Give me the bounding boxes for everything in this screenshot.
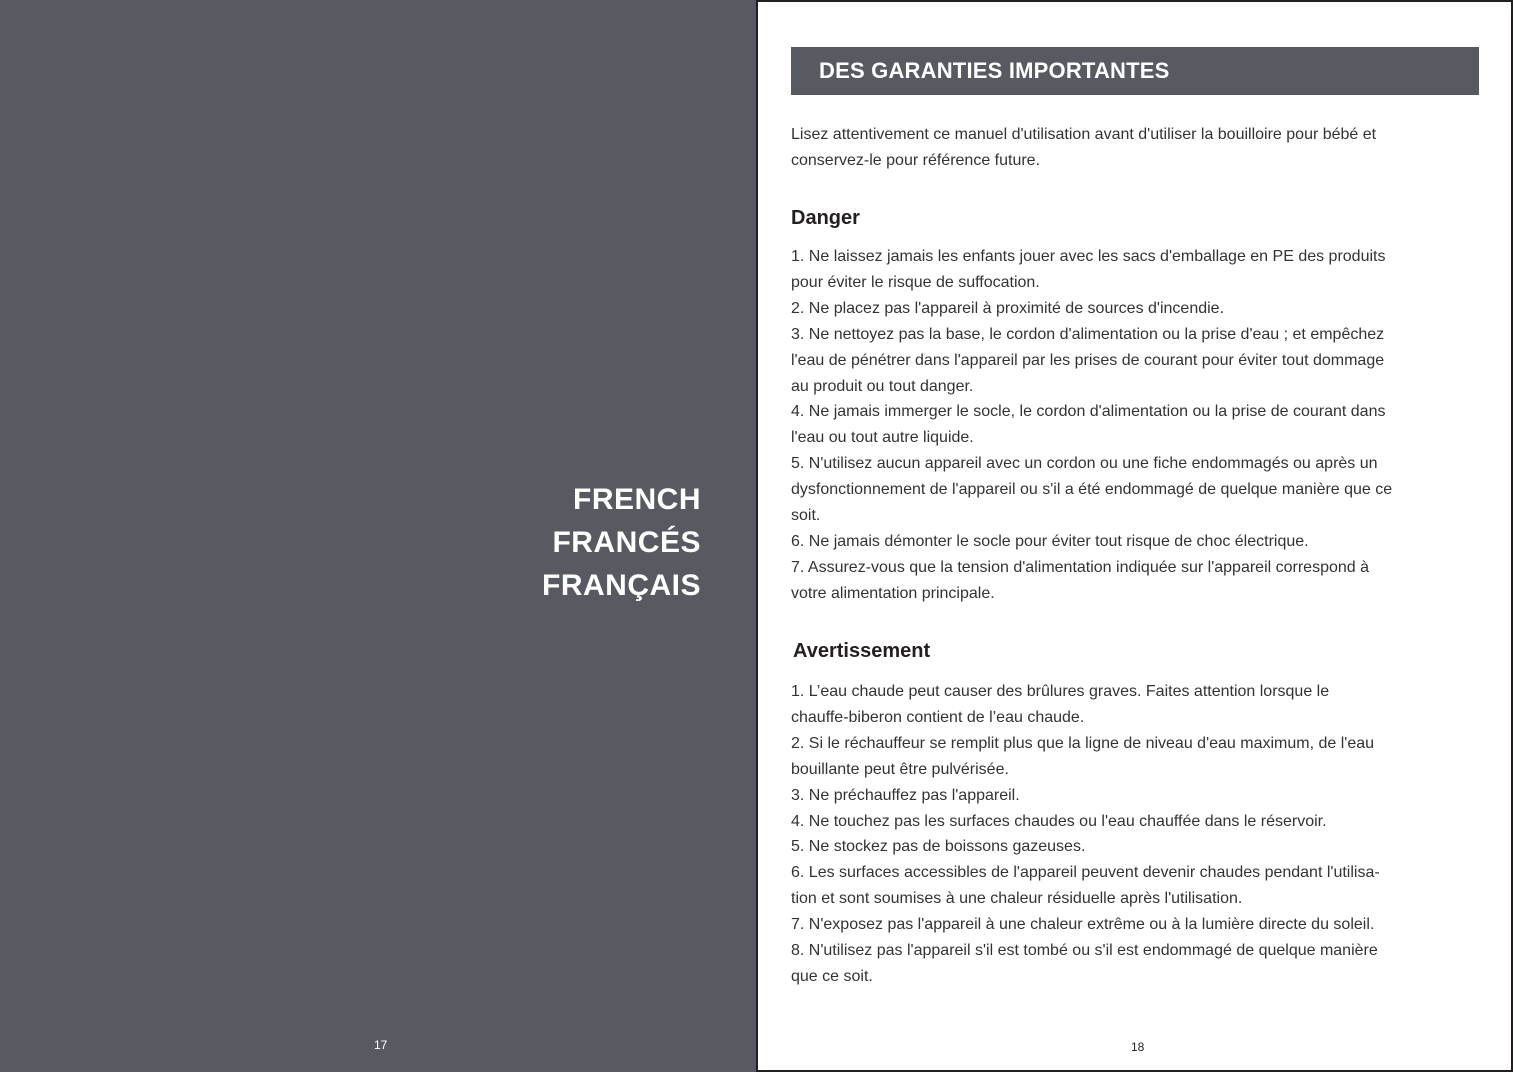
language-label-spanish: FRANCÉS [552, 526, 701, 559]
page-number-right: 18 [1131, 1040, 1145, 1054]
list-item: tion et sont soumises à une chaleur résiduelle après l'utilisation. [791, 890, 1243, 908]
right-page-safeguards [756, 0, 1513, 1072]
list-item: que ce soit. [791, 967, 873, 985]
list-item: 5. Ne stockez pas de boissons gazeuses. [791, 838, 1086, 856]
intro-line: conservez-le pour référence future. [791, 152, 1041, 169]
list-item: 3. Ne préchauffez pas l'appareil. [791, 786, 1020, 804]
danger-list [791, 244, 1473, 607]
list-item: 1. L’eau chaude peut causer des brûlures graves. Faites attention lorsque le [791, 683, 1330, 700]
list-item: soit. [791, 507, 821, 525]
list-item: 5. N'utilisez aucun appareil avec un cordon ou une fiche endommagés ou après un [791, 455, 1378, 473]
list-item: 6. Les surfaces accessibles de l'appareil peuvent devenir chaudes pendant l'utilisa- [791, 864, 1380, 882]
list-item: bouillante peut être pulvérisée. [791, 760, 1009, 778]
list-item: 1. Ne laissez jamais les enfants jouer avec les sacs d'emballage en PE des produits [791, 248, 1386, 265]
list-item: l'eau ou tout autre liquide. [791, 429, 974, 447]
list-item: 2. Ne placez pas l'appareil à proximité de sources d'incendie. [791, 299, 1225, 317]
list-item: 8. N'utilisez pas l'appareil s'il est tombé ou s'il est endommagé de quelque manière [791, 942, 1378, 960]
language-label-french: FRANÇAIS [542, 569, 701, 602]
list-item: dysfonctionnement de l'appareil ou s'il a été endommagé de quelque manière que ce [791, 481, 1393, 499]
left-page-cover [0, 0, 756, 1072]
list-item: 4. Ne jamais immerger le socle, le cordon d'alimentation ou la prise de courant dans [791, 403, 1386, 421]
list-item: l'eau de pénétrer dans l'appareil par les prises de courant pour éviter tout dommage [791, 351, 1385, 369]
language-label-english: FRENCH [573, 483, 701, 516]
list-item: 2. Si le réchauffeur se remplit plus que la ligne de niveau d'eau maximum, de l'eau [791, 734, 1375, 752]
intro-paragraph [791, 122, 1471, 174]
list-item: 4. Ne touchez pas les surfaces chaudes ou l'eau chauffée dans le réservoir. [791, 812, 1327, 830]
list-item: 7. Assurez-vous que la tension d'alimentation indiquée sur l'appareil correspond à [791, 558, 1370, 576]
list-item: au produit ou tout danger. [791, 377, 974, 395]
warning-heading: Avertissement [793, 640, 931, 662]
intro-line: Lisez attentivement ce manuel d'utilisation avant d'utiliser la bouilloire pour bébé et [791, 126, 1377, 143]
page-number-left: 17 [374, 1038, 388, 1052]
page-title: DES GARANTIES IMPORTANTES [791, 47, 1479, 95]
list-item: votre alimentation principale. [791, 584, 995, 602]
list-item: pour éviter le risque de suffocation. [791, 273, 1040, 291]
list-item: chauffe-biberon contient de l’eau chaude. [791, 708, 1085, 726]
list-item: 6. Ne jamais démonter le socle pour éviter tout risque de choc électrique. [791, 532, 1309, 550]
language-labels [542, 478, 701, 607]
list-item: 3. Ne nettoyez pas la base, le cordon d'alimentation ou la prise d'eau ; et empêchez [791, 325, 1385, 343]
list-item: 7. N'exposez pas l'appareil à une chaleur extrême ou à la lumière directe du soleil. [791, 916, 1375, 934]
danger-heading: Danger [791, 207, 860, 229]
warning-list [791, 679, 1473, 990]
